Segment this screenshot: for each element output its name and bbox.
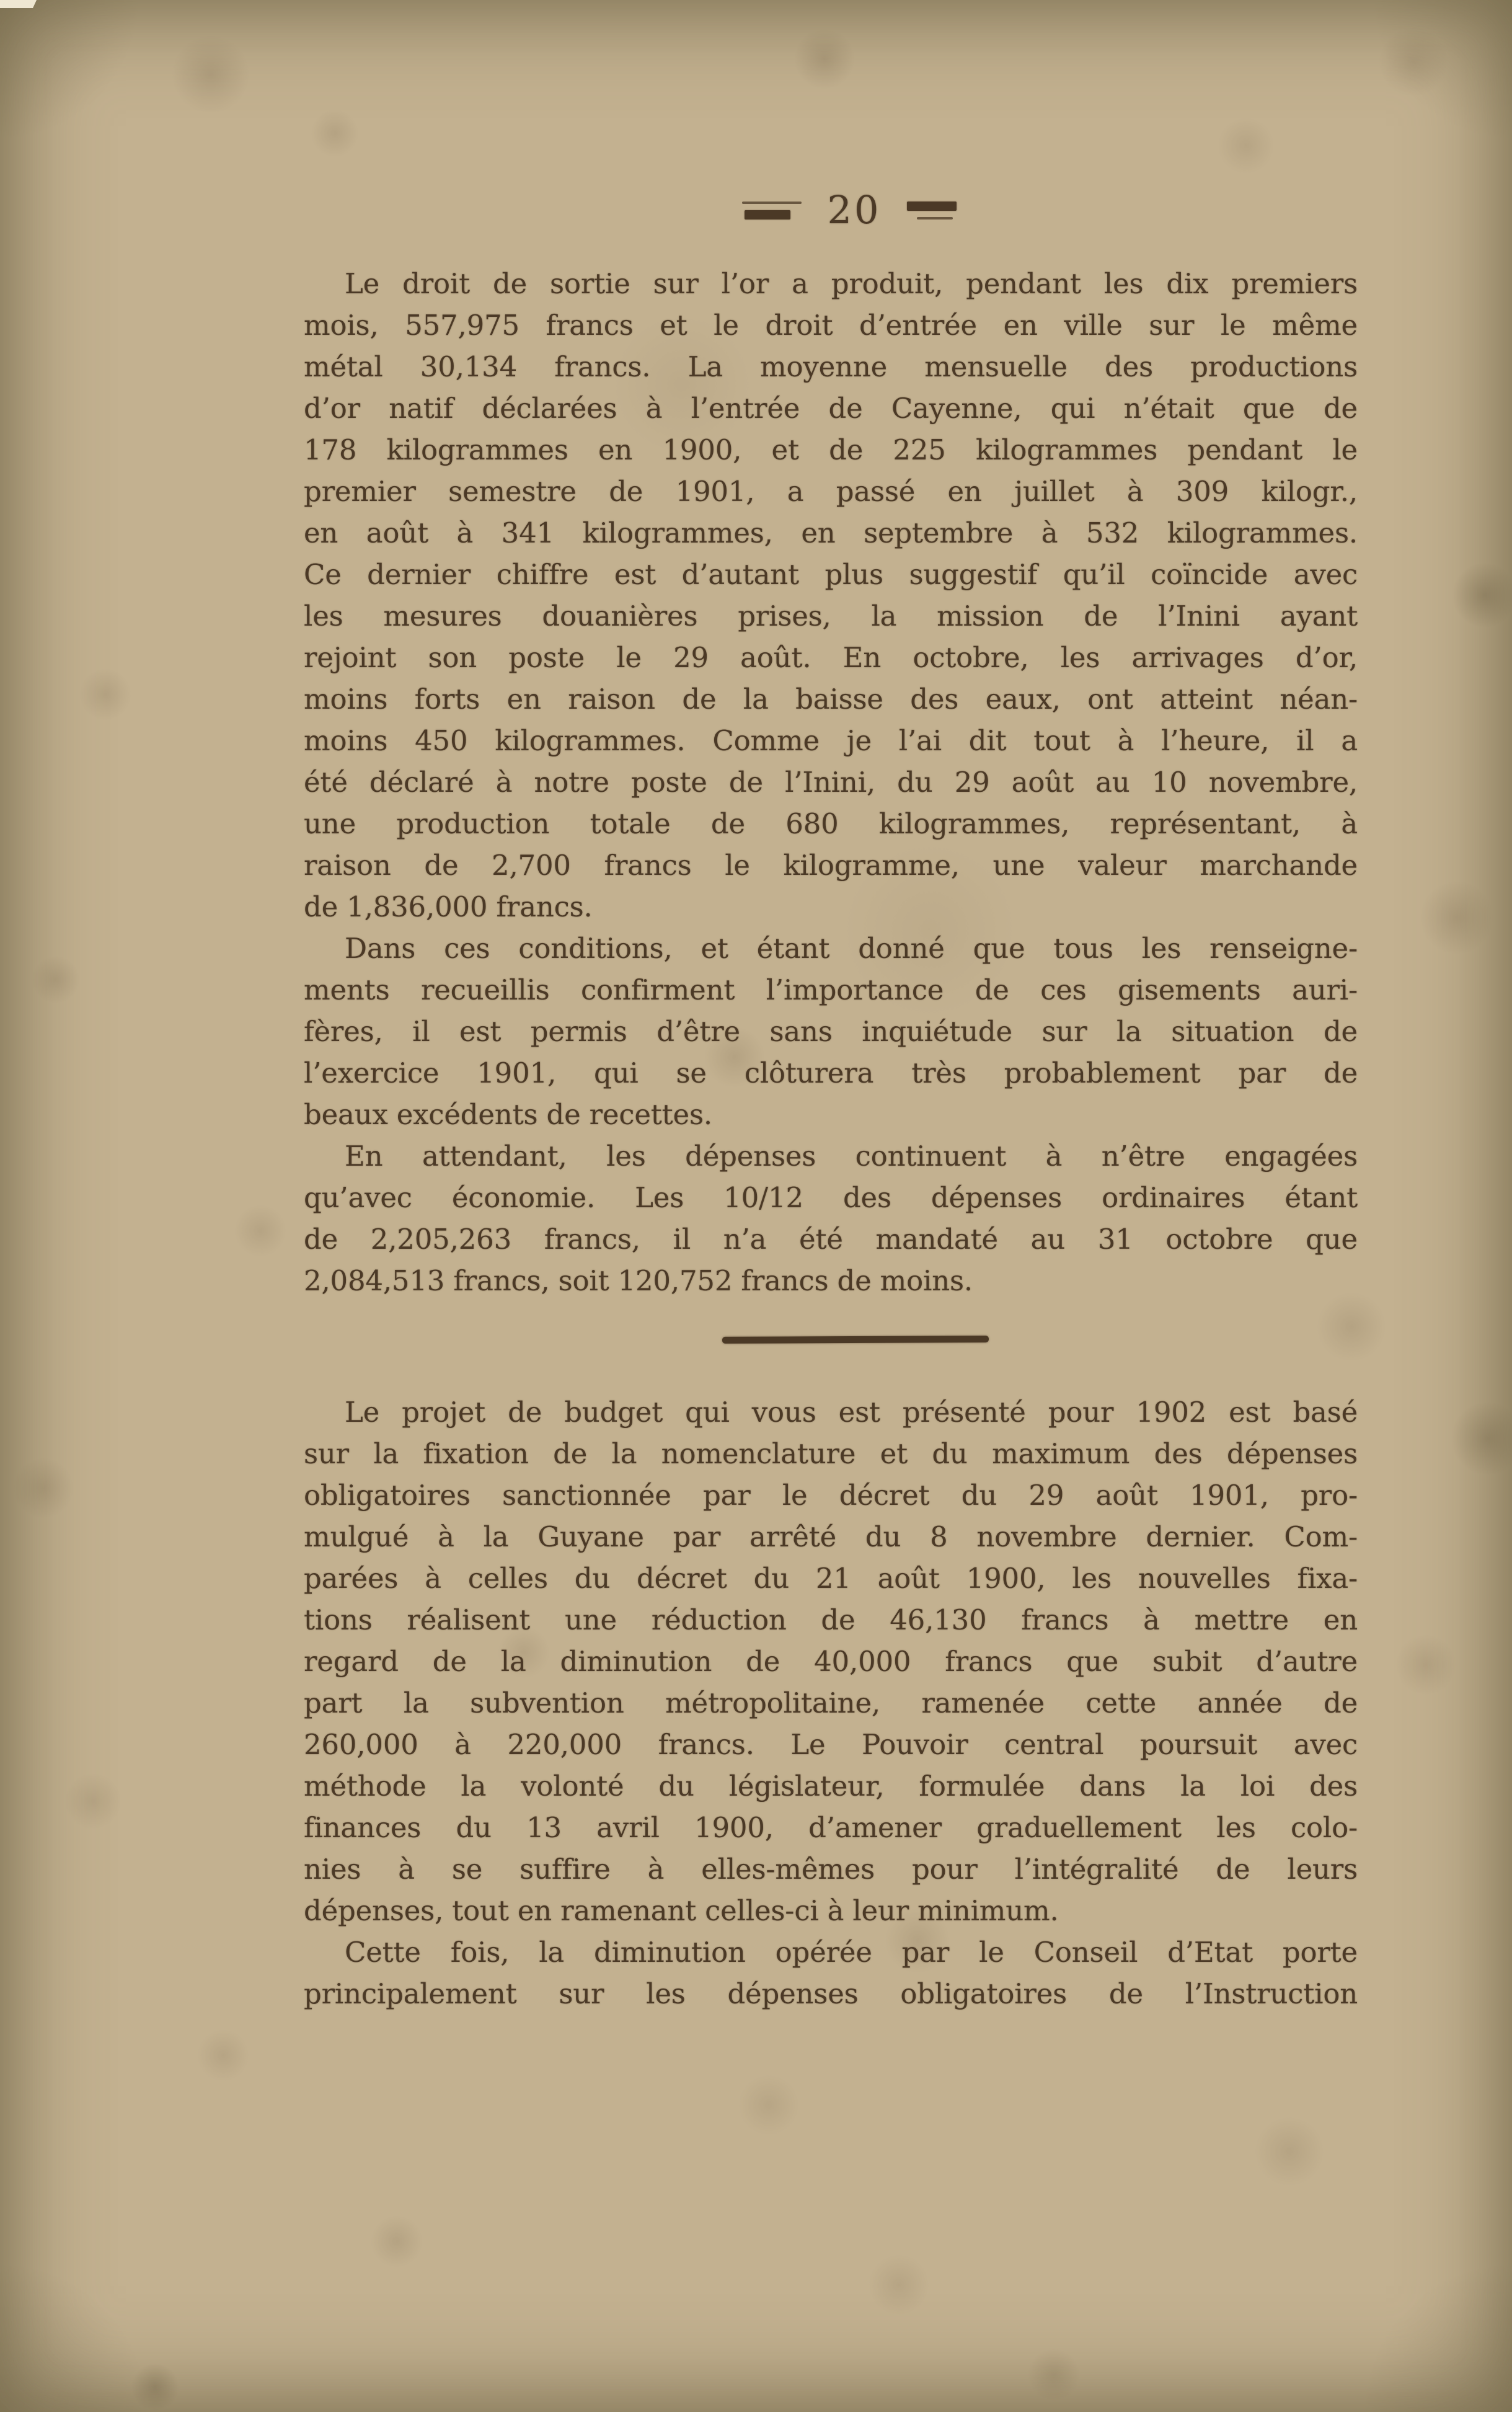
text-line: obligatoires sanctionnée par le décret du 29 août 1901, pro- — [304, 1479, 1358, 1512]
ornament-bar-thin — [917, 217, 953, 219]
ornament-bar-thick — [907, 202, 957, 211]
text-line: 2,084,513 francs, soit 120,752 francs de moins. — [304, 1264, 973, 1297]
scan-corner-notch — [0, 0, 37, 8]
text-line: En attendant, les dépenses continuent à n’être engagées — [345, 1140, 1358, 1173]
text-line: Cette fois, la diminution opérée par le Conseil d’Etat porte — [345, 1936, 1358, 1969]
text-line: finances du 13 avril 1900, d’amener graduellement les colo- — [304, 1811, 1358, 1844]
text-line: Dans ces conditions, et étant donné que tous les renseigne- — [345, 932, 1358, 965]
text-line: méthode la volonté du législateur, formulée dans la loi des — [304, 1770, 1358, 1802]
text-line: été déclaré à notre poste de l’Inini, du 29 août au 10 novembre, — [304, 766, 1358, 799]
text-line: 178 kilogrammes en 1900, et de 225 kilogrammes pendant le — [304, 433, 1358, 466]
page-header — [304, 184, 1358, 237]
text-line: métal 30,134 francs. La moyenne mensuelle des productions — [304, 350, 1358, 383]
text-line: raison de 2,700 francs le kilogramme, une valeur marchande — [304, 849, 1358, 882]
text-line: dépenses, tout en ramenant celles-ci à leur minimum. — [304, 1894, 1059, 1927]
page-number: 20 — [827, 187, 882, 233]
text-line: les mesures douanières prises, la mission de l’Inini ayant — [304, 600, 1358, 632]
text-line: de 2,205,263 francs, il n’a été mandaté au 31 octobre que — [304, 1223, 1358, 1256]
paragraph — [304, 928, 1358, 1135]
text-line: sur la fixation de la nomenclature et du maximum des dépenses — [304, 1437, 1358, 1470]
separator-rule — [722, 1336, 989, 1344]
text-line: parées à celles du décret du 21 août 1900, les nouvelles fixa- — [304, 1562, 1358, 1595]
text-line: principalement sur les dépenses obligatoires de l’Instruction — [304, 1977, 1358, 2010]
text-line: ments recueillis confirment l’importance de ces gisements auri- — [304, 973, 1358, 1006]
text-line: tions réalisent une réduction de 46,130 francs à mettre en — [304, 1603, 1358, 1636]
text-line: Ce dernier chiffre est d’autant plus suggestif qu’il coïncide avec — [304, 558, 1358, 591]
header-ornament-left — [742, 202, 802, 219]
text-line: Le projet de budget qui vous est présenté pour 1902 est basé — [345, 1396, 1358, 1429]
text-line: mulgué à la Guyane par arrêté du 8 novembre dernier. Com- — [304, 1520, 1358, 1553]
text-line: 260,000 à 220,000 francs. Le Pouvoir central poursuit avec — [304, 1728, 1358, 1761]
ornament-bar-thin — [742, 202, 802, 204]
paragraph — [304, 1135, 1358, 1301]
text-line: de 1,836,000 francs. — [304, 890, 593, 923]
paragraph — [304, 1391, 1358, 1931]
text-line: l’exercice 1901, qui se clôturera très probablement par de — [304, 1057, 1358, 1089]
text-line: une production totale de 680 kilogrammes, représentant, à — [304, 807, 1358, 840]
text-line: d’or natif déclarées à l’entrée de Cayenne, qui n’était que de — [304, 392, 1358, 425]
text-line: moins 450 kilogrammes. Comme je l’ai dit tout à l’heure, il a — [304, 724, 1358, 757]
header-ornament-right — [907, 202, 957, 219]
text-line: Le droit de sortie sur l’or a produit, pendant les dix premiers — [345, 267, 1358, 300]
text-line: part la subvention métropolitaine, ramenée cette année de — [304, 1687, 1358, 1719]
ornament-bar-thick — [745, 210, 790, 219]
text-line: fères, il est permis d’être sans inquiétude sur la situation de — [304, 1015, 1358, 1048]
text-line: en août à 341 kilogrammes, en septembre à 532 kilogrammes. — [304, 517, 1358, 549]
paragraph — [304, 1931, 1358, 2015]
text-line: premier semestre de 1901, a passé en juillet à 309 kilogr., — [304, 475, 1358, 508]
text-line: rejoint son poste le 29 août. En octobre, les arrivages d’or, — [304, 641, 1358, 674]
text-line: qu’avec économie. Les 10/12 des dépenses ordinaires étant — [304, 1181, 1358, 1214]
text-line: beaux excédents de recettes. — [304, 1098, 712, 1131]
paragraph — [304, 263, 1358, 928]
text-body — [304, 263, 1358, 2015]
text-line: moins forts en raison de la baisse des eaux, ont atteint néan- — [304, 683, 1358, 716]
text-line: nies à se suffire à elles-mêmes pour l’intégralité de leurs — [304, 1853, 1358, 1886]
text-line: mois, 557,975 francs et le droit d’entrée en ville sur le même — [304, 309, 1358, 342]
text-line: regard de la diminution de 40,000 francs que subit d’autre — [304, 1645, 1358, 1678]
